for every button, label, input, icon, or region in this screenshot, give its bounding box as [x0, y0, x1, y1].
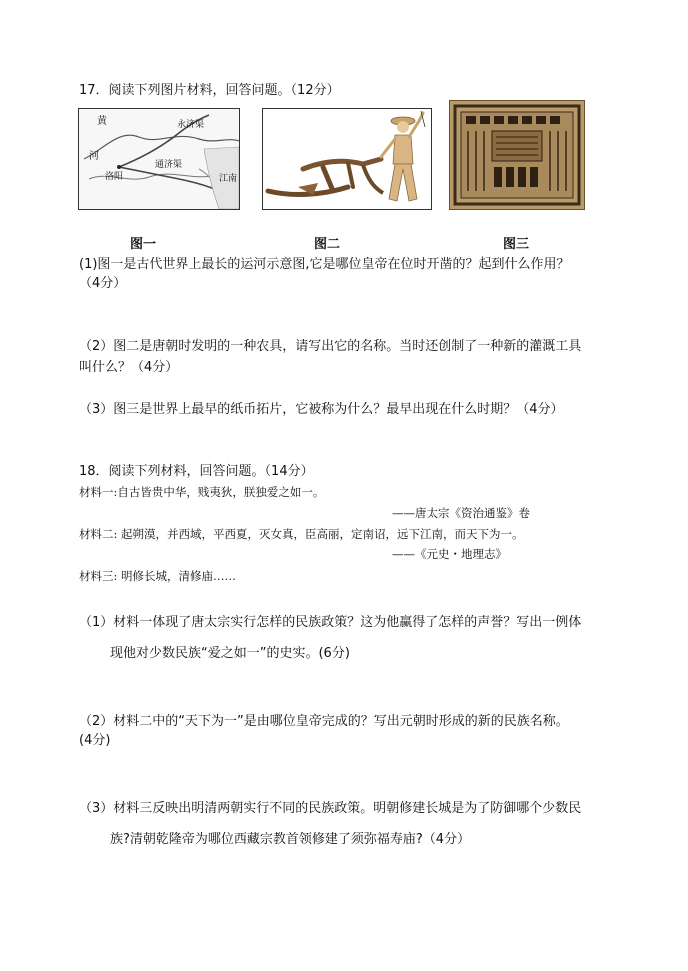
map-label-river: 河 [89, 151, 99, 162]
figure-label-1: 图一 [130, 237, 157, 252]
q18-sub2-line2: (4分) [79, 733, 111, 748]
map-label-canal-mid: 通济渠 [155, 160, 183, 170]
q17-sub2-line2: 叫什么？（4分） [79, 360, 179, 375]
q17-sub3-line1: （3）图三是世界上最早的纸币拓片，它被称为什么？最早出现在什么时期？（4分） [79, 402, 564, 417]
figure-label-2: 图二 [314, 237, 341, 252]
q18-sub3-line1: （3）材料三反映出明清两朝实行不同的民族政策。明朝修建长城是为了防御哪个少数民 [79, 801, 582, 816]
map-label-right: 江南 [219, 174, 238, 184]
q18-material-3: 材料三: 明修长城，清修庙…… [79, 569, 237, 583]
q18-sub3-line2: 族?清朝乾隆帝为哪位西藏宗教首领修建了须弥福寿庙?（4分） [110, 832, 471, 847]
map-label-canal-ne: 永济渠 [177, 120, 205, 130]
canal-map-icon [78, 108, 240, 210]
q18-sub1-line1: （1）材料一体现了唐太宗实行怎样的民族政策？这为他赢得了怎样的声誉？写出一例体 [79, 615, 582, 630]
q18-title: 18．阅读下列材料，回答问题。（14分） [79, 464, 314, 479]
q18-material-1-source: ——唐太宗《资治通鉴》卷 [392, 506, 530, 520]
q17-sub2-line1: （2）图二是唐朝时发明的一种农具，请写出它的名称。当时还创制了一种新的灌溉工具 [79, 339, 582, 354]
q17-sub1-line2: （4分） [79, 276, 127, 291]
q17-sub1-line1: (1)图一是古代世界上最长的运河示意图,它是哪位皇帝在位时开凿的？起到什么作用？ [79, 257, 570, 272]
map-label-city: 洛阳 [105, 172, 124, 182]
paper-money-rubbing-icon [449, 100, 585, 210]
map-label-top-left: 黄 [97, 116, 107, 127]
q18-material-1: 材料一:自古皆贵中华，贱夷狄，朕独爱之如一。 [79, 485, 325, 499]
q18-material-2: 材料二: 起朔漠，并西域，平西夏，灭女真，臣高丽，定南诏，远下江南，而天下为一。 [79, 527, 524, 541]
q18-sub1-line2: 现他对少数民族“爱之如一”的史实。(6分) [110, 646, 350, 661]
plough-farmer-icon [262, 108, 432, 210]
q18-sub2-line1: （2）材料二中的“天下为一”是由哪位皇帝完成的？写出元朝时形成的新的民族名称。 [79, 714, 569, 729]
figure-label-3: 图三 [503, 237, 530, 252]
q17-title: 17．阅读下列图片材料，回答问题。（12分） [79, 83, 340, 98]
q18-material-2-source: ——《元史・地理志》 [392, 547, 507, 561]
